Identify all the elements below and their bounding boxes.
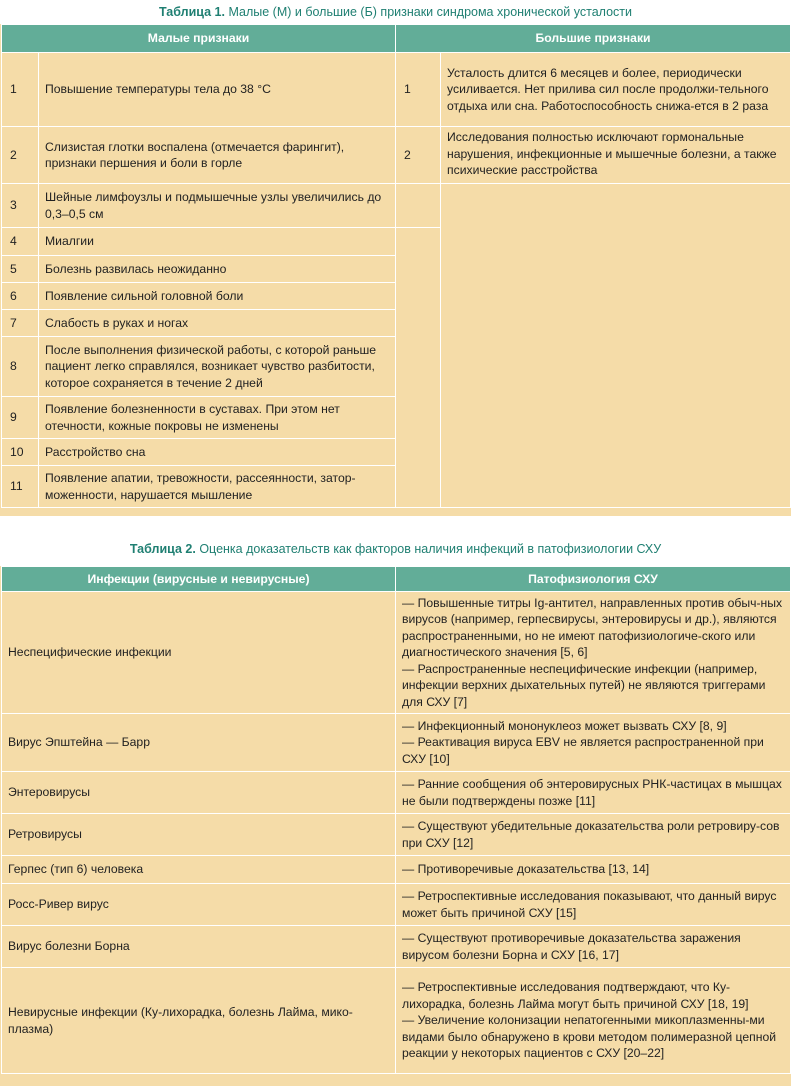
minor-number: 10: [2, 439, 39, 466]
table2-col2-header: Патофизиология СХУ: [396, 567, 791, 592]
minor-number: 5: [2, 256, 39, 283]
major-text: Исследования полностью исключают гормональные нарушения, инфекционные и мышечные болезни, а также психические расстройства: [441, 127, 791, 184]
evidence-item: — Повышенные титры Ig-антител, направленных против обыч-ных вирусов (например, герпесвирусы, энтеровирусы и др.), являются распространенными, но не имеют патофизиологиче-ского или диагностического значения [5, 6]: [402, 595, 783, 660]
infection-name: Ретровирусы: [2, 814, 396, 856]
infection-name: Невирусные инфекции (Ку-лихорадка, болезнь Лайма, мико-плазма): [2, 968, 396, 1074]
pathophysiology-cell: [396, 714, 791, 772]
pathophysiology-cell: [396, 856, 791, 884]
table2-label: Таблица 2.: [129, 542, 196, 556]
table1-block: [0, 0, 791, 516]
major-text: Усталость длится 6 месяцев и более, периодически усиливается. Нет прилива сил после продолжи-тельного отдыха или сна. Работоспособность снижа-ется в 2 раза: [441, 53, 791, 127]
evidence-item: — Распространенные неспецифические инфекции (например, инфекции верхних дыхательных путей) не являются триггерами для СХУ [7]: [402, 661, 766, 709]
minor-text: Шейные лимфоузлы и подмышечные узлы увеличились до 0,3–0,5 см: [39, 184, 396, 228]
empty-cell: [441, 184, 791, 508]
infection-name: Вирус Эпштейна — Барр: [2, 714, 396, 772]
minor-text: Слабость в руках и ногах: [39, 310, 396, 337]
evidence-item: — Ретроспективные исследования подтверждают, что Ку-лихорадка, болезнь Лайма могут быть причиной СХУ [18, 19]: [402, 980, 749, 1011]
pathophysiology-cell: [396, 814, 791, 856]
table2-title: Оценка доказательств как факторов наличия инфекций в патофизиологии СХУ: [199, 542, 662, 556]
pathophysiology-cell: [396, 772, 791, 814]
minor-text: Слизистая глотки воспалена (отмечается фарингит), признаки першения и боли в горле: [39, 127, 396, 184]
infection-name: Неспецифические инфекции: [2, 592, 396, 714]
evidence-item: — Увеличение колонизации непатогенными микоплазменны-ми видами было обнаружено в крови методом полимеразной цепной реакции у некоторых пациентов с СХУ [20–22]: [402, 1013, 777, 1061]
infection-name: Герпес (тип 6) человека: [2, 856, 396, 884]
pathophysiology-cell: [396, 926, 791, 968]
table2-caption: [0, 534, 791, 566]
pathophysiology-cell: [396, 884, 791, 926]
table1-title: Малые (М) и большие (Б) признаки синдрома хронической усталости: [228, 5, 632, 19]
minor-text: Расстройство сна: [39, 439, 396, 466]
minor-text: После выполнения физической работы, с которой раньше пациент легко справлялся, возникает чувство разбитости, которое сохраняется в течение 2 дней: [39, 337, 396, 397]
table1-major-header: Большие признаки: [396, 25, 791, 53]
evidence-item: — Инфекционный мононуклеоз может вызвать СХУ [8, 9]: [402, 718, 727, 733]
empty-cell: [396, 228, 441, 508]
evidence-item: — Ретроспективные исследования показывают, что данный вирус может быть причиной СХУ [15]: [402, 889, 777, 920]
minor-number: 7: [2, 310, 39, 337]
minor-number: 9: [2, 397, 39, 439]
minor-text: Повышение температуры тела до 38 °С: [39, 53, 396, 127]
minor-text: Появление болезненности в суставах. При этом нет отечности, кожные покровы не изменены: [39, 397, 396, 439]
table2-block: [0, 534, 791, 1086]
table1: [1, 24, 791, 508]
table1-label: Таблица 1.: [158, 5, 225, 19]
minor-text: Появление апатии, тревожности, рассеянности, затор-моженности, нарушается мышление: [39, 466, 396, 508]
empty-cell: [396, 184, 441, 228]
minor-text: Болезнь развилась неожиданно: [39, 256, 396, 283]
minor-number: 6: [2, 283, 39, 310]
minor-number: 2: [2, 127, 39, 184]
pathophysiology-cell: [396, 592, 791, 714]
infection-name: Энтеровирусы: [2, 772, 396, 814]
table1-minor-header: Малые признаки: [2, 25, 396, 53]
table2-col1-header: Инфекции (вирусные и невирусные): [2, 567, 396, 592]
evidence-item: — Существуют убедительные доказательства роли ретровиру-сов при СХУ [12]: [402, 819, 780, 850]
evidence-item: — Существуют противоречивые доказательства заражения вирусом болезни Борна и СХУ [16, 17]: [402, 931, 741, 962]
evidence-item: — Ранние сообщения об энтеровирусных РНК-частицах в мышцах не были подтверждены позже [11]: [402, 777, 782, 808]
minor-number: 11: [2, 466, 39, 508]
table2: [1, 566, 791, 1074]
minor-number: 8: [2, 337, 39, 397]
evidence-item: — Реактивация вируса EBV не является распространенной при СХУ [10]: [402, 735, 764, 766]
infection-name: Росс-Ривер вирус: [2, 884, 396, 926]
major-number: 2: [396, 127, 441, 184]
minor-text: Миалгии: [39, 228, 396, 256]
minor-number: 4: [2, 228, 39, 256]
table1-caption: [0, 0, 791, 24]
infection-name: Вирус болезни Борна: [2, 926, 396, 968]
minor-number: 1: [2, 53, 39, 127]
minor-text: Появление сильной головной боли: [39, 283, 396, 310]
major-number: 1: [396, 53, 441, 127]
minor-number: 3: [2, 184, 39, 228]
pathophysiology-cell: [396, 968, 791, 1074]
evidence-item: — Противоречивые доказательства [13, 14]: [402, 862, 650, 877]
